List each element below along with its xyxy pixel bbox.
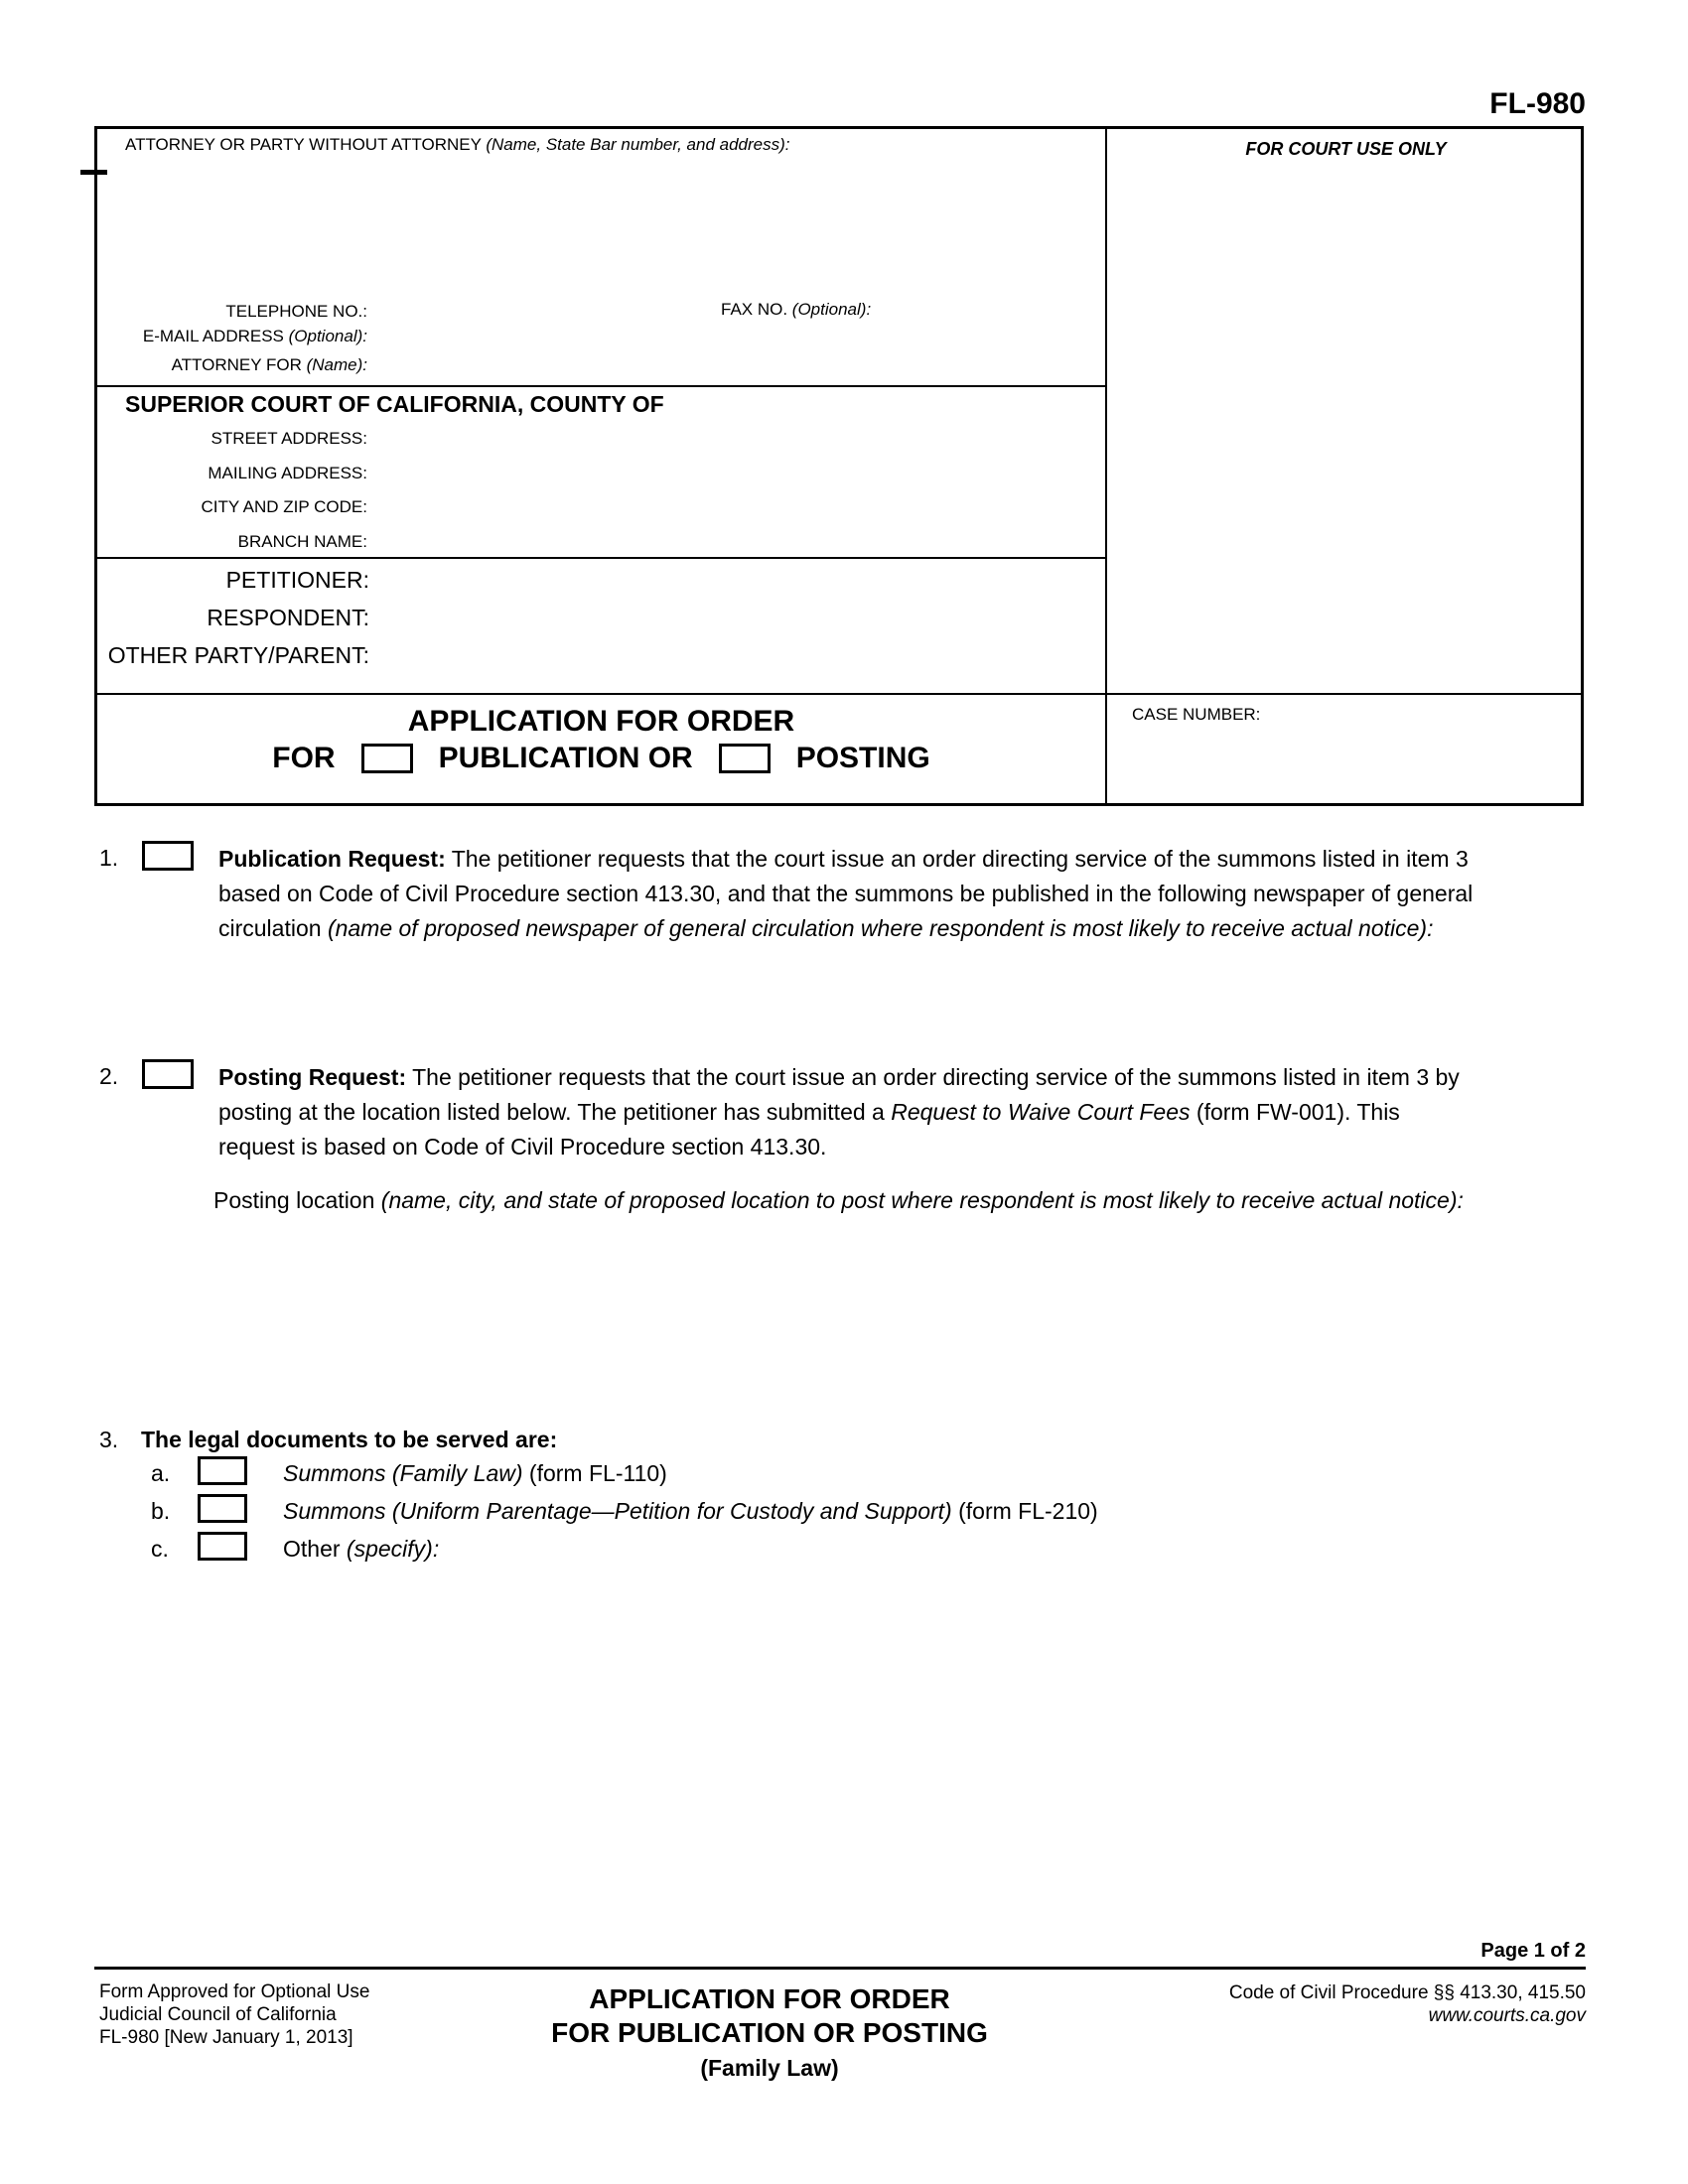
superior-court-title: SUPERIOR COURT OF CALIFORNIA, COUNTY OF <box>125 391 664 417</box>
item2-line3: request is based on Code of Civil Procedure section 413.30. <box>218 1134 827 1160</box>
item3a-letter: a. <box>151 1460 171 1486</box>
attorney-info-field[interactable] <box>125 189 1068 293</box>
form-title-line2 <box>97 742 1105 775</box>
item3b-letter: b. <box>151 1498 171 1524</box>
attorney-contact-labels <box>125 302 367 381</box>
street-address-field[interactable] <box>375 425 1090 453</box>
item1-text <box>218 842 1473 946</box>
item3-number: 3. <box>99 1427 119 1452</box>
telephone-field[interactable] <box>375 296 703 322</box>
attorney-label-text: ATTORNEY OR PARTY WITHOUT ATTORNEY <box>125 135 487 154</box>
telephone-label: TELEPHONE NO.: <box>225 302 367 321</box>
street-address-label: STREET ADDRESS: <box>211 429 367 448</box>
footer-approved-line2: Judicial Council of California <box>99 2004 337 2025</box>
fax-label: FAX NO. (Optional): <box>721 300 872 319</box>
footer-website: www.courts.ca.gov <box>1428 2005 1586 2026</box>
item3-heading: The legal documents to be served are: <box>141 1427 558 1452</box>
page-indicator: Page 1 of 2 <box>1480 1940 1586 1962</box>
item2-checkbox[interactable] <box>142 1059 194 1089</box>
item3b-checkbox[interactable] <box>198 1494 247 1523</box>
registration-mark <box>80 170 107 175</box>
city-zip-field[interactable] <box>375 493 1090 521</box>
attorney-court-divider <box>97 385 1105 387</box>
item2-line2: posting at the location listed below. The petitioner has submitted a Request to Waive Court Fees (form FW-001). This <box>218 1099 1400 1125</box>
footer-reference-block <box>1229 1981 1586 2027</box>
item1-line1: Publication Request: The petitioner requests that the court issue an order directing service of the summons listed in item 3 <box>218 846 1469 872</box>
form-title-line1: APPLICATION FOR ORDER <box>407 705 795 738</box>
form-title-block <box>97 706 1105 775</box>
item3c-checkbox[interactable] <box>198 1532 247 1561</box>
branch-name-label: BRANCH NAME: <box>237 532 367 551</box>
item3c-text: Other (specify): <box>283 1536 440 1562</box>
item3a-checkbox[interactable] <box>198 1456 247 1485</box>
email-field[interactable] <box>375 323 1090 348</box>
footer-title-line1: APPLICATION FOR ORDER <box>589 1983 950 2014</box>
footer-title-block <box>427 1982 1112 2082</box>
mailing-address-field[interactable] <box>375 460 1090 487</box>
item3b-text: Summons (Uniform Parentage—Petition for Custody and Support) (form FL-210) <box>283 1498 1098 1524</box>
footer-approved-line3: FL-980 [New January 1, 2013] <box>99 2027 353 2048</box>
item1-checkbox[interactable] <box>142 841 194 871</box>
publication-checkbox[interactable] <box>361 744 413 773</box>
for-label: FOR <box>272 742 336 774</box>
attorney-section-label <box>125 135 790 155</box>
city-zip-label: CITY AND ZIP CODE: <box>201 497 367 516</box>
party-labels <box>103 567 369 686</box>
footer-title-line2: FOR PUBLICATION OR POSTING <box>551 2017 988 2048</box>
email-label: E-MAIL ADDRESS (Optional): <box>142 327 367 345</box>
posting-checkbox[interactable] <box>719 744 771 773</box>
court-address-labels <box>125 429 367 558</box>
item1-number: 1. <box>99 845 119 871</box>
respondent-label: RESPONDENT: <box>207 605 369 630</box>
branch-name-field[interactable] <box>375 528 1090 556</box>
item3c-letter: c. <box>151 1536 169 1562</box>
county-field[interactable] <box>733 391 1100 419</box>
petitioner-field[interactable] <box>380 564 1090 596</box>
attorney-label-paren: (Name, State Bar number, and address): <box>486 135 790 154</box>
item2-line1: Posting Request: The petitioner requests that the court issue an order directing service of the summons listed in item 3 by <box>218 1064 1460 1090</box>
case-number-label: CASE NUMBER: <box>1132 705 1261 724</box>
posting-label: POSTING <box>795 742 930 774</box>
mailing-address-label: MAILING ADDRESS: <box>208 464 367 482</box>
header-box <box>94 126 1584 806</box>
form-number: FL-980 <box>1489 87 1586 120</box>
newspaper-name-field[interactable] <box>218 958 1539 1042</box>
for-court-use-label: FOR COURT USE ONLY <box>1245 139 1447 159</box>
posting-location-field[interactable] <box>213 1226 1539 1395</box>
item3a-text: Summons (Family Law) (form FL-110) <box>283 1460 667 1486</box>
publication-label: PUBLICATION OR <box>438 742 693 774</box>
attorney-for-field[interactable] <box>375 351 1090 377</box>
footer-divider <box>94 1967 1586 1970</box>
item2-number: 2. <box>99 1063 119 1089</box>
party-title-divider <box>97 693 1581 695</box>
footer-approval-block <box>99 1980 369 2049</box>
fax-field[interactable] <box>892 296 1100 322</box>
item2-text <box>218 1060 1460 1164</box>
other-party-field[interactable] <box>380 639 1090 671</box>
court-use-area <box>1107 163 1584 689</box>
attorney-for-label: ATTORNEY FOR (Name): <box>171 355 367 374</box>
item1-line2: based on Code of Civil Procedure section 413.30, and that the summons be published in the following newspaper of general <box>218 881 1474 906</box>
footer-code-ref: Code of Civil Procedure §§ 413.30, 415.50 <box>1228 1982 1586 2003</box>
other-specify-field[interactable] <box>338 1569 1430 1648</box>
footer-title-line3: (Family Law) <box>700 2055 839 2081</box>
petitioner-label: PETITIONER: <box>225 567 369 593</box>
case-number-field[interactable] <box>1110 729 1582 800</box>
respondent-field[interactable] <box>380 602 1090 633</box>
other-party-label: OTHER PARTY/PARENT: <box>107 642 369 668</box>
item1-line3: circulation (name of proposed newspaper of general circulation where respondent is most likely to receive actual notice): <box>218 915 1434 941</box>
posting-location-label: Posting location (name, city, and state of proposed location to post where respondent is most likely to receive actual notice): <box>213 1187 1464 1213</box>
footer-approved-line1: Form Approved for Optional Use <box>99 1981 370 2002</box>
